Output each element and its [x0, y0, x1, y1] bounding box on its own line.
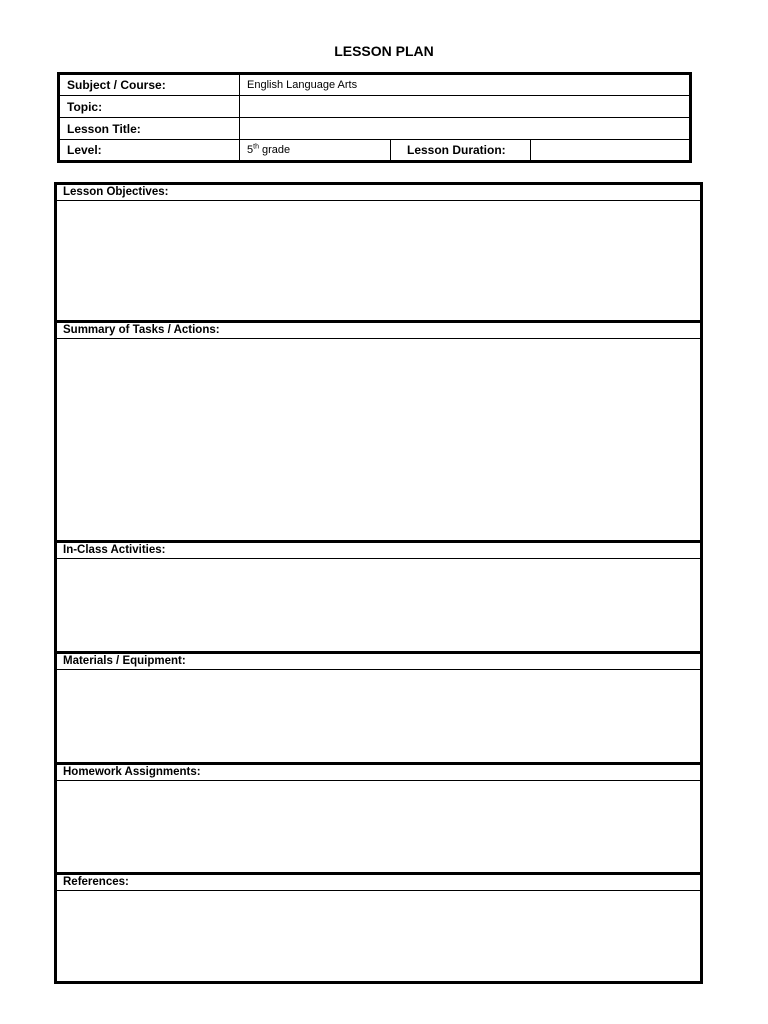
- topic-label: Topic:: [59, 96, 240, 118]
- summary-of-tasks-label: Summary of Tasks / Actions:: [57, 323, 700, 339]
- level-row: [59, 140, 691, 162]
- lesson-title-label: Lesson Title:: [59, 118, 240, 140]
- in-class-activities-label: In-Class Activities:: [57, 543, 700, 559]
- summary-of-tasks-section: [57, 320, 700, 540]
- homework-assignments-section: [57, 762, 700, 872]
- lesson-objectives-label: Lesson Objectives:: [57, 185, 700, 201]
- lesson-title-row: [59, 118, 691, 140]
- lesson-duration-label: Lesson Duration:: [391, 140, 531, 162]
- references-label: References:: [57, 875, 700, 891]
- subject-field[interactable]: English Language Arts: [240, 74, 691, 96]
- materials-equipment-label: Materials / Equipment:: [57, 654, 700, 670]
- lesson-sections: [54, 182, 703, 984]
- topic-row: [59, 96, 691, 118]
- references-section: [57, 872, 700, 981]
- in-class-activities-section: [57, 540, 700, 651]
- homework-assignments-field[interactable]: [57, 781, 700, 872]
- topic-field[interactable]: [240, 96, 691, 118]
- references-field[interactable]: [57, 891, 700, 981]
- materials-equipment-field[interactable]: [57, 670, 700, 762]
- subject-label: Subject / Course:: [59, 74, 240, 96]
- level-field[interactable]: [240, 140, 391, 162]
- level-label: Level:: [59, 140, 240, 162]
- subject-row: [59, 74, 691, 96]
- level-text: grade: [258, 144, 291, 156]
- lesson-objectives-section: [57, 185, 700, 320]
- materials-equipment-section: [57, 651, 700, 762]
- page-title: LESSON PLAN: [334, 43, 434, 59]
- level-suffix: th: [253, 143, 259, 151]
- lesson-objectives-field[interactable]: [57, 201, 700, 320]
- lesson-info-table: [57, 72, 692, 163]
- level-number: 5: [247, 144, 254, 156]
- lesson-title-field[interactable]: [240, 118, 691, 140]
- in-class-activities-field[interactable]: [57, 559, 700, 651]
- summary-of-tasks-field[interactable]: [57, 339, 700, 540]
- lesson-duration-field[interactable]: [531, 140, 691, 162]
- homework-assignments-label: Homework Assignments:: [57, 765, 700, 781]
